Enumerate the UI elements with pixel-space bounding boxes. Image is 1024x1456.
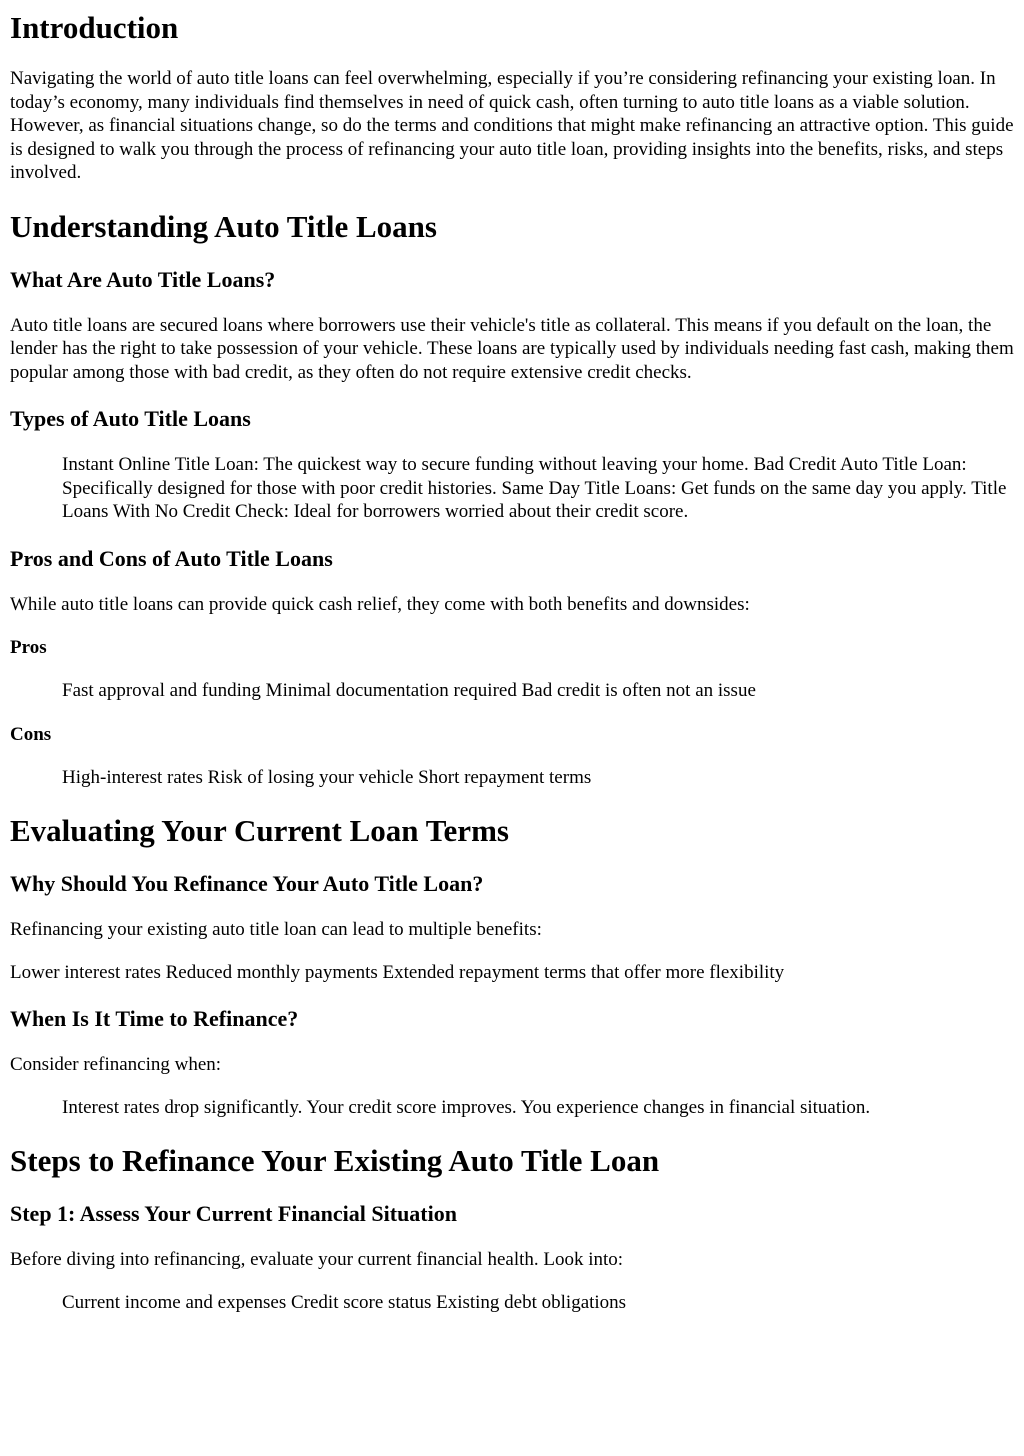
evaluating-heading: Evaluating Your Current Loan Terms bbox=[10, 813, 509, 848]
what-are-heading: What Are Auto Title Loans? bbox=[10, 266, 276, 292]
what-are-paragraph: Auto title loans are secured loans where borrowers use their vehicle's title as collateral. This means if you default on the loan, the lender has the right to take possession of your vehicle. These loans are typically used by individuals needing fast cash, making them popular among those with bad credit, as they often do not require extensive credit checks. bbox=[10, 314, 1014, 383]
why-refinance-list: Lower interest rates Reduced monthly payments Extended repayment terms that offer more flexibility bbox=[10, 961, 785, 983]
types-heading: Types of Auto Title Loans bbox=[10, 406, 251, 431]
types-list: Instant Online Title Loan: The quickest way to secure funding without leaving your home. Bad Credit Auto Title Loan: Specifically designed for those with poor credit histories. Same Day Title Loans: Get funds on the same day you apply. Title Loans With No Credit Check: Ideal for borrowers worried about their credit score. bbox=[62, 454, 1007, 522]
why-refinance-heading: Why Should You Refinance Your Auto Title Loan? bbox=[10, 871, 484, 896]
why-refinance-paragraph: Refinancing your existing auto title loan can lead to multiple benefits: bbox=[10, 919, 542, 940]
pros-heading: Pros bbox=[10, 637, 47, 658]
cons-list: High-interest rates Risk of losing your vehicle Short repayment terms bbox=[62, 766, 592, 788]
when-refinance-paragraph: Consider refinancing when: bbox=[10, 1054, 222, 1075]
pros-list: Fast approval and funding Minimal documentation required Bad credit is often not an issue bbox=[62, 680, 756, 701]
introduction-heading: Introduction bbox=[10, 10, 179, 45]
article bbox=[0, 10, 1024, 1314]
when-refinance-heading: When Is It Time to Refinance? bbox=[10, 1006, 299, 1031]
pros-cons-heading: Pros and Cons of Auto Title Loans bbox=[10, 545, 333, 571]
introduction-paragraph: Navigating the world of auto title loans can feel overwhelming, especially if you’re considering refinancing your existing loan. In today’s economy, many individuals find themselves in need of quick cash, often turning to auto title loans as a viable solution. However, as financial situations change, so do the terms and conditions that might make refinancing an attractive option. This guide is designed to walk you through the process of refinancing your auto title loan, providing insights into the benefits, risks, and steps involved. bbox=[10, 68, 1014, 183]
when-refinance-list: Interest rates drop significantly. Your credit score improves. You experience changes in financial situation. bbox=[62, 1096, 871, 1118]
step1-list: Current income and expenses Credit score status Existing debt obligations bbox=[62, 1291, 627, 1313]
pros-cons-paragraph: While auto title loans can provide quick cash relief, they come with both benefits and downsides: bbox=[10, 593, 750, 615]
step1-paragraph: Before diving into refinancing, evaluate your current financial health. Look into: bbox=[10, 1249, 624, 1270]
cons-heading: Cons bbox=[10, 723, 52, 745]
steps-heading: Steps to Refinance Your Existing Auto Title Loan bbox=[10, 1143, 660, 1178]
understanding-heading: Understanding Auto Title Loans bbox=[10, 208, 437, 244]
step1-heading: Step 1: Assess Your Current Financial Situation bbox=[10, 1201, 457, 1226]
